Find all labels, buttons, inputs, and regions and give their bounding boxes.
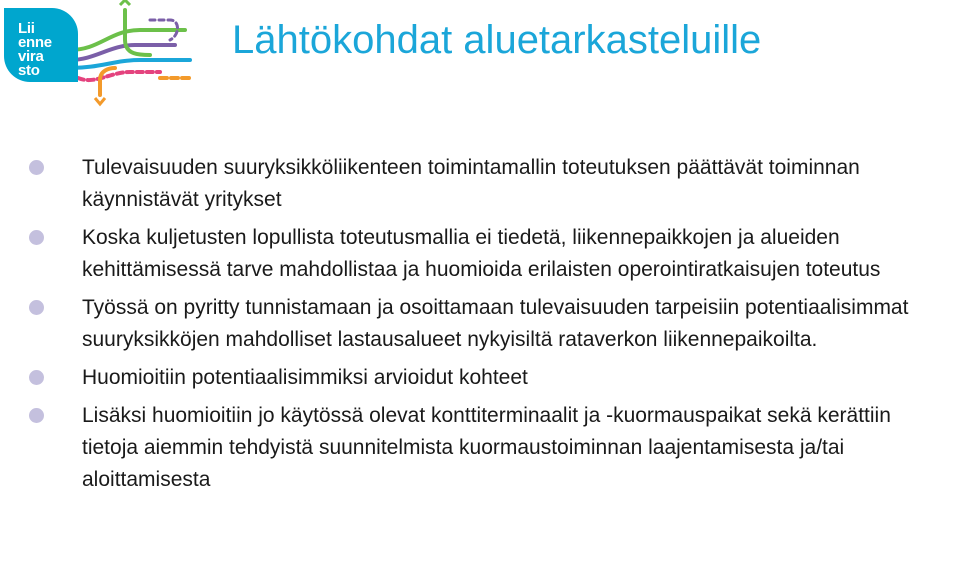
list-item xyxy=(0,292,960,356)
logo-area xyxy=(0,0,200,110)
list-item xyxy=(0,152,960,216)
list-item xyxy=(0,400,960,496)
bullet-dot-icon xyxy=(29,370,44,385)
bullet-list xyxy=(0,152,960,502)
list-item-text: Työssä on pyritty tunnistamaan ja osoittamaan tulevaisuuden tarpeisiin potentiaalisimmat suuryksikköjen mahdolliset lastausalueet nykyisiltä rataverkon liikennepaikoilta. xyxy=(82,296,909,351)
bullet-dot-icon xyxy=(29,160,44,175)
list-item-text: Lisäksi huomioitiin jo käytössä olevat konttiterminaalit ja -kuormauspaikat sekä kerättiin tietoja aiemmin tehdyistä suunnitelmista kuormaustoiminnan laajentamisesta ja/tai aloittamisesta xyxy=(82,404,891,491)
liikennevirasto-logo xyxy=(4,8,78,82)
list-item-text: Huomioitiin potentiaalisimmiksi arvioidut kohteet xyxy=(82,366,528,389)
logo-text: Lii enne vira sto xyxy=(18,20,52,79)
bullet-dot-icon xyxy=(29,230,44,245)
list-item xyxy=(0,362,960,394)
page-title: Lähtökohdat aluetarkasteluille xyxy=(232,18,762,62)
bullet-dot-icon xyxy=(29,408,44,423)
list-item-text: Koska kuljetusten lopullista toteutusmallia ei tiedetä, liikennepaikkojen ja alueiden kehittämisessä tarve mahdollistaa ja huomioida erilaisten operointiratkaisujen toteutus xyxy=(82,226,881,281)
list-item xyxy=(0,222,960,286)
bullet-dot-icon xyxy=(29,300,44,315)
list-item-text: Tulevaisuuden suuryksikköliikenteen toimintamallin toteutuksen päättävät toiminnan käynnistävät yritykset xyxy=(82,156,860,211)
